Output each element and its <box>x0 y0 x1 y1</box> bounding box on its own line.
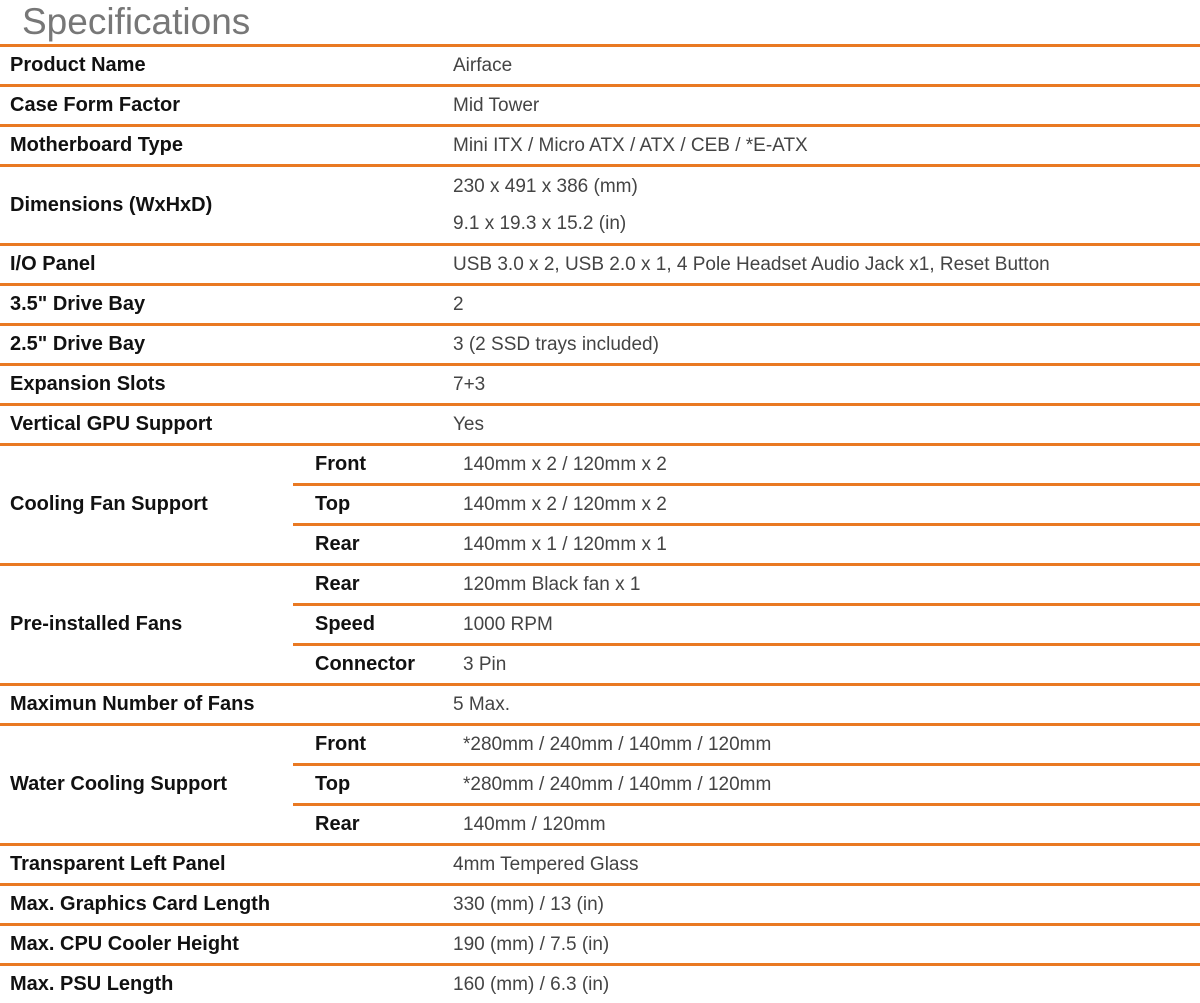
spec-label: I/O Panel <box>0 245 443 285</box>
table-row <box>0 925 1200 965</box>
spec-label: Vertical GPU Support <box>0 405 443 445</box>
table-row <box>0 325 1200 365</box>
spec-label: 2.5" Drive Bay <box>0 325 443 365</box>
spec-sublabel: Speed <box>293 605 443 645</box>
spec-label: Max. Graphics Card Length <box>0 885 443 925</box>
dimensions-in: 9.1 x 19.3 x 15.2 (in) <box>453 205 1200 242</box>
spec-sublabel: Rear <box>293 565 443 605</box>
spec-value: 3 (2 SSD trays included) <box>443 325 1200 365</box>
spec-value: Airface <box>443 46 1200 86</box>
spec-value: Yes <box>443 405 1200 445</box>
table-row <box>0 405 1200 445</box>
spec-label: Max. CPU Cooler Height <box>0 925 443 965</box>
spec-value: 140mm x 1 / 120mm x 1 <box>443 525 1200 565</box>
spec-value: 330 (mm) / 13 (in) <box>443 885 1200 925</box>
spec-value: 190 (mm) / 7.5 (in) <box>443 925 1200 965</box>
spec-sublabel: Top <box>293 765 443 805</box>
spec-value: 5 Max. <box>443 685 1200 725</box>
spec-label: Motherboard Type <box>0 126 443 166</box>
table-row <box>0 285 1200 325</box>
spec-value: 140mm / 120mm <box>443 805 1200 845</box>
table-row <box>0 685 1200 725</box>
spec-value: 2 <box>443 285 1200 325</box>
spec-label: Water Cooling Support <box>0 725 293 845</box>
spec-value: 140mm x 2 / 120mm x 2 <box>443 445 1200 485</box>
spec-value: 120mm Black fan x 1 <box>443 565 1200 605</box>
table-row <box>0 245 1200 285</box>
spec-sublabel: Rear <box>293 805 443 845</box>
spec-value: 7+3 <box>443 365 1200 405</box>
spec-value: *280mm / 240mm / 140mm / 120mm <box>443 765 1200 805</box>
spec-label: Expansion Slots <box>0 365 443 405</box>
spec-sublabel: Front <box>293 725 443 765</box>
spec-label: Maximun Number of Fans <box>0 685 443 725</box>
spec-sublabel: Rear <box>293 525 443 565</box>
spec-value: 160 (mm) / 6.3 (in) <box>443 965 1200 1003</box>
table-row <box>0 845 1200 885</box>
spec-label: Case Form Factor <box>0 86 443 126</box>
spec-label: Pre-installed Fans <box>0 565 293 685</box>
table-row <box>0 86 1200 126</box>
table-row <box>0 126 1200 166</box>
table-row <box>0 965 1200 1003</box>
page-title: Specifications <box>22 0 250 44</box>
spec-value: *280mm / 240mm / 140mm / 120mm <box>443 725 1200 765</box>
spec-label: 3.5" Drive Bay <box>0 285 443 325</box>
spec-table <box>0 44 1200 1003</box>
table-row <box>0 46 1200 86</box>
table-row <box>0 445 1200 485</box>
spec-label: Dimensions (WxHxD) <box>0 166 443 245</box>
spec-value: 4mm Tempered Glass <box>443 845 1200 885</box>
spec-label: Transparent Left Panel <box>0 845 443 885</box>
spec-value: Mini ITX / Micro ATX / ATX / CEB / *E-ATX <box>443 126 1200 166</box>
spec-label: Max. PSU Length <box>0 965 443 1003</box>
spec-value: 1000 RPM <box>443 605 1200 645</box>
table-row <box>0 725 1200 765</box>
spec-value: 3 Pin <box>443 645 1200 685</box>
spec-label: Product Name <box>0 46 443 86</box>
spec-value: USB 3.0 x 2, USB 2.0 x 1, 4 Pole Headset Audio Jack x1, Reset Button <box>443 245 1200 285</box>
spec-sublabel: Connector <box>293 645 443 685</box>
table-row <box>0 885 1200 925</box>
spec-label: Cooling Fan Support <box>0 445 293 565</box>
spec-sublabel: Top <box>293 485 443 525</box>
spec-value: Mid Tower <box>443 86 1200 126</box>
spec-value <box>443 166 1200 245</box>
spec-value: 140mm x 2 / 120mm x 2 <box>443 485 1200 525</box>
table-row <box>0 565 1200 605</box>
table-row <box>0 166 1200 245</box>
table-row <box>0 365 1200 405</box>
dimensions-mm: 230 x 491 x 386 (mm) <box>453 168 1200 205</box>
spec-sublabel: Front <box>293 445 443 485</box>
